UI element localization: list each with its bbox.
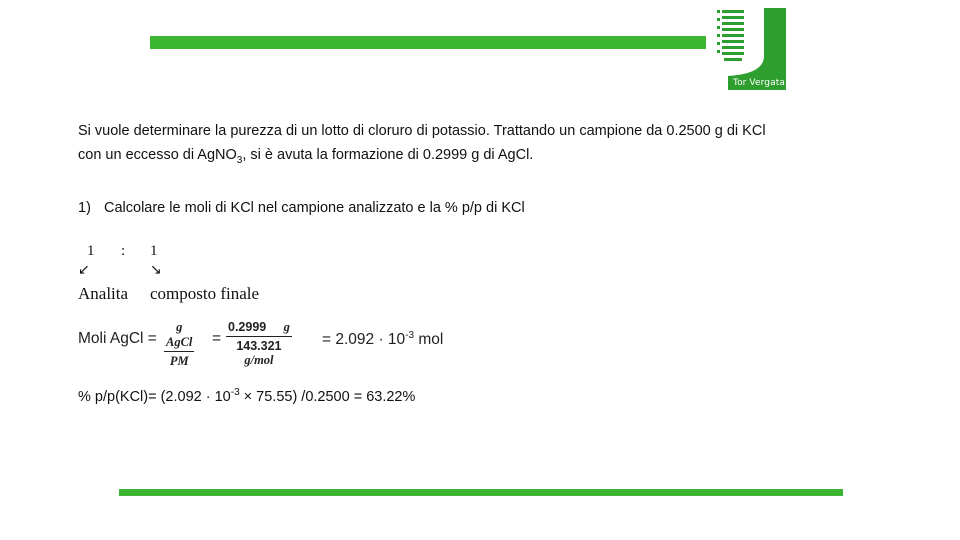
- equals-sign: =: [212, 330, 222, 347]
- numerator-unit: g: [283, 320, 290, 334]
- equation-result-exponent: -3: [405, 330, 415, 341]
- percent-result-exponent: -3: [230, 387, 240, 398]
- top-green-bar: [150, 36, 710, 49]
- denominator-value: 143.321: [236, 339, 282, 353]
- problem-line-2-a: con un eccesso di AgNO: [78, 147, 237, 163]
- arrow-down-right-icon: ↘: [150, 263, 162, 278]
- bottom-green-bar: [119, 489, 843, 496]
- fraction-generic: [164, 320, 194, 369]
- ratio-right: 1: [150, 243, 158, 259]
- arrow-down-left-icon: ↙: [78, 263, 90, 278]
- equation-lhs: Moli AgCl =: [78, 330, 157, 347]
- label-composto-finale: composto finale: [150, 284, 260, 303]
- equation-result: [322, 330, 443, 349]
- question-number: 1): [78, 200, 91, 216]
- ratio-left: 1: [87, 243, 95, 259]
- problem-line-1: Si vuole determinare la purezza di un lotto di cloruro di potassio. Trattando un campione da 0.2500 g di KCl: [78, 123, 766, 139]
- percent-result: [78, 387, 415, 405]
- fraction-values-denominator: [226, 337, 292, 368]
- percent-result-a: % p/p(KCl)= (2.092 · 10: [78, 388, 231, 405]
- subscript-3: 3: [236, 154, 243, 166]
- ratio-colon: :: [121, 243, 126, 259]
- denominator-unit: g/mol: [244, 353, 274, 367]
- equation-result-value: = 2.092 · 10: [322, 331, 406, 349]
- fraction-values: [226, 320, 292, 368]
- problem-line-2: [78, 144, 533, 172]
- problem-line-2-b: , si è avuta la formazione di 0.2999 g di AgCl.: [242, 147, 534, 163]
- fraction-values-numerator: [226, 320, 292, 337]
- fraction-generic-numerator: g AgCl: [164, 320, 194, 352]
- equation-result-unit: mol: [418, 331, 444, 349]
- numerator-value: 0.2999: [228, 320, 267, 334]
- question-text: Calcolare le moli di KCl nel campione analizzato e la % p/p di KCl: [104, 200, 525, 216]
- fraction-generic-denominator: PM: [169, 354, 189, 368]
- question-1: [78, 197, 525, 219]
- label-analita: Analita: [78, 284, 129, 303]
- logo-caption: Tor Vergata: [733, 78, 785, 88]
- percent-result-b: × 75.55) /0.2500 = 63.22%: [239, 388, 416, 405]
